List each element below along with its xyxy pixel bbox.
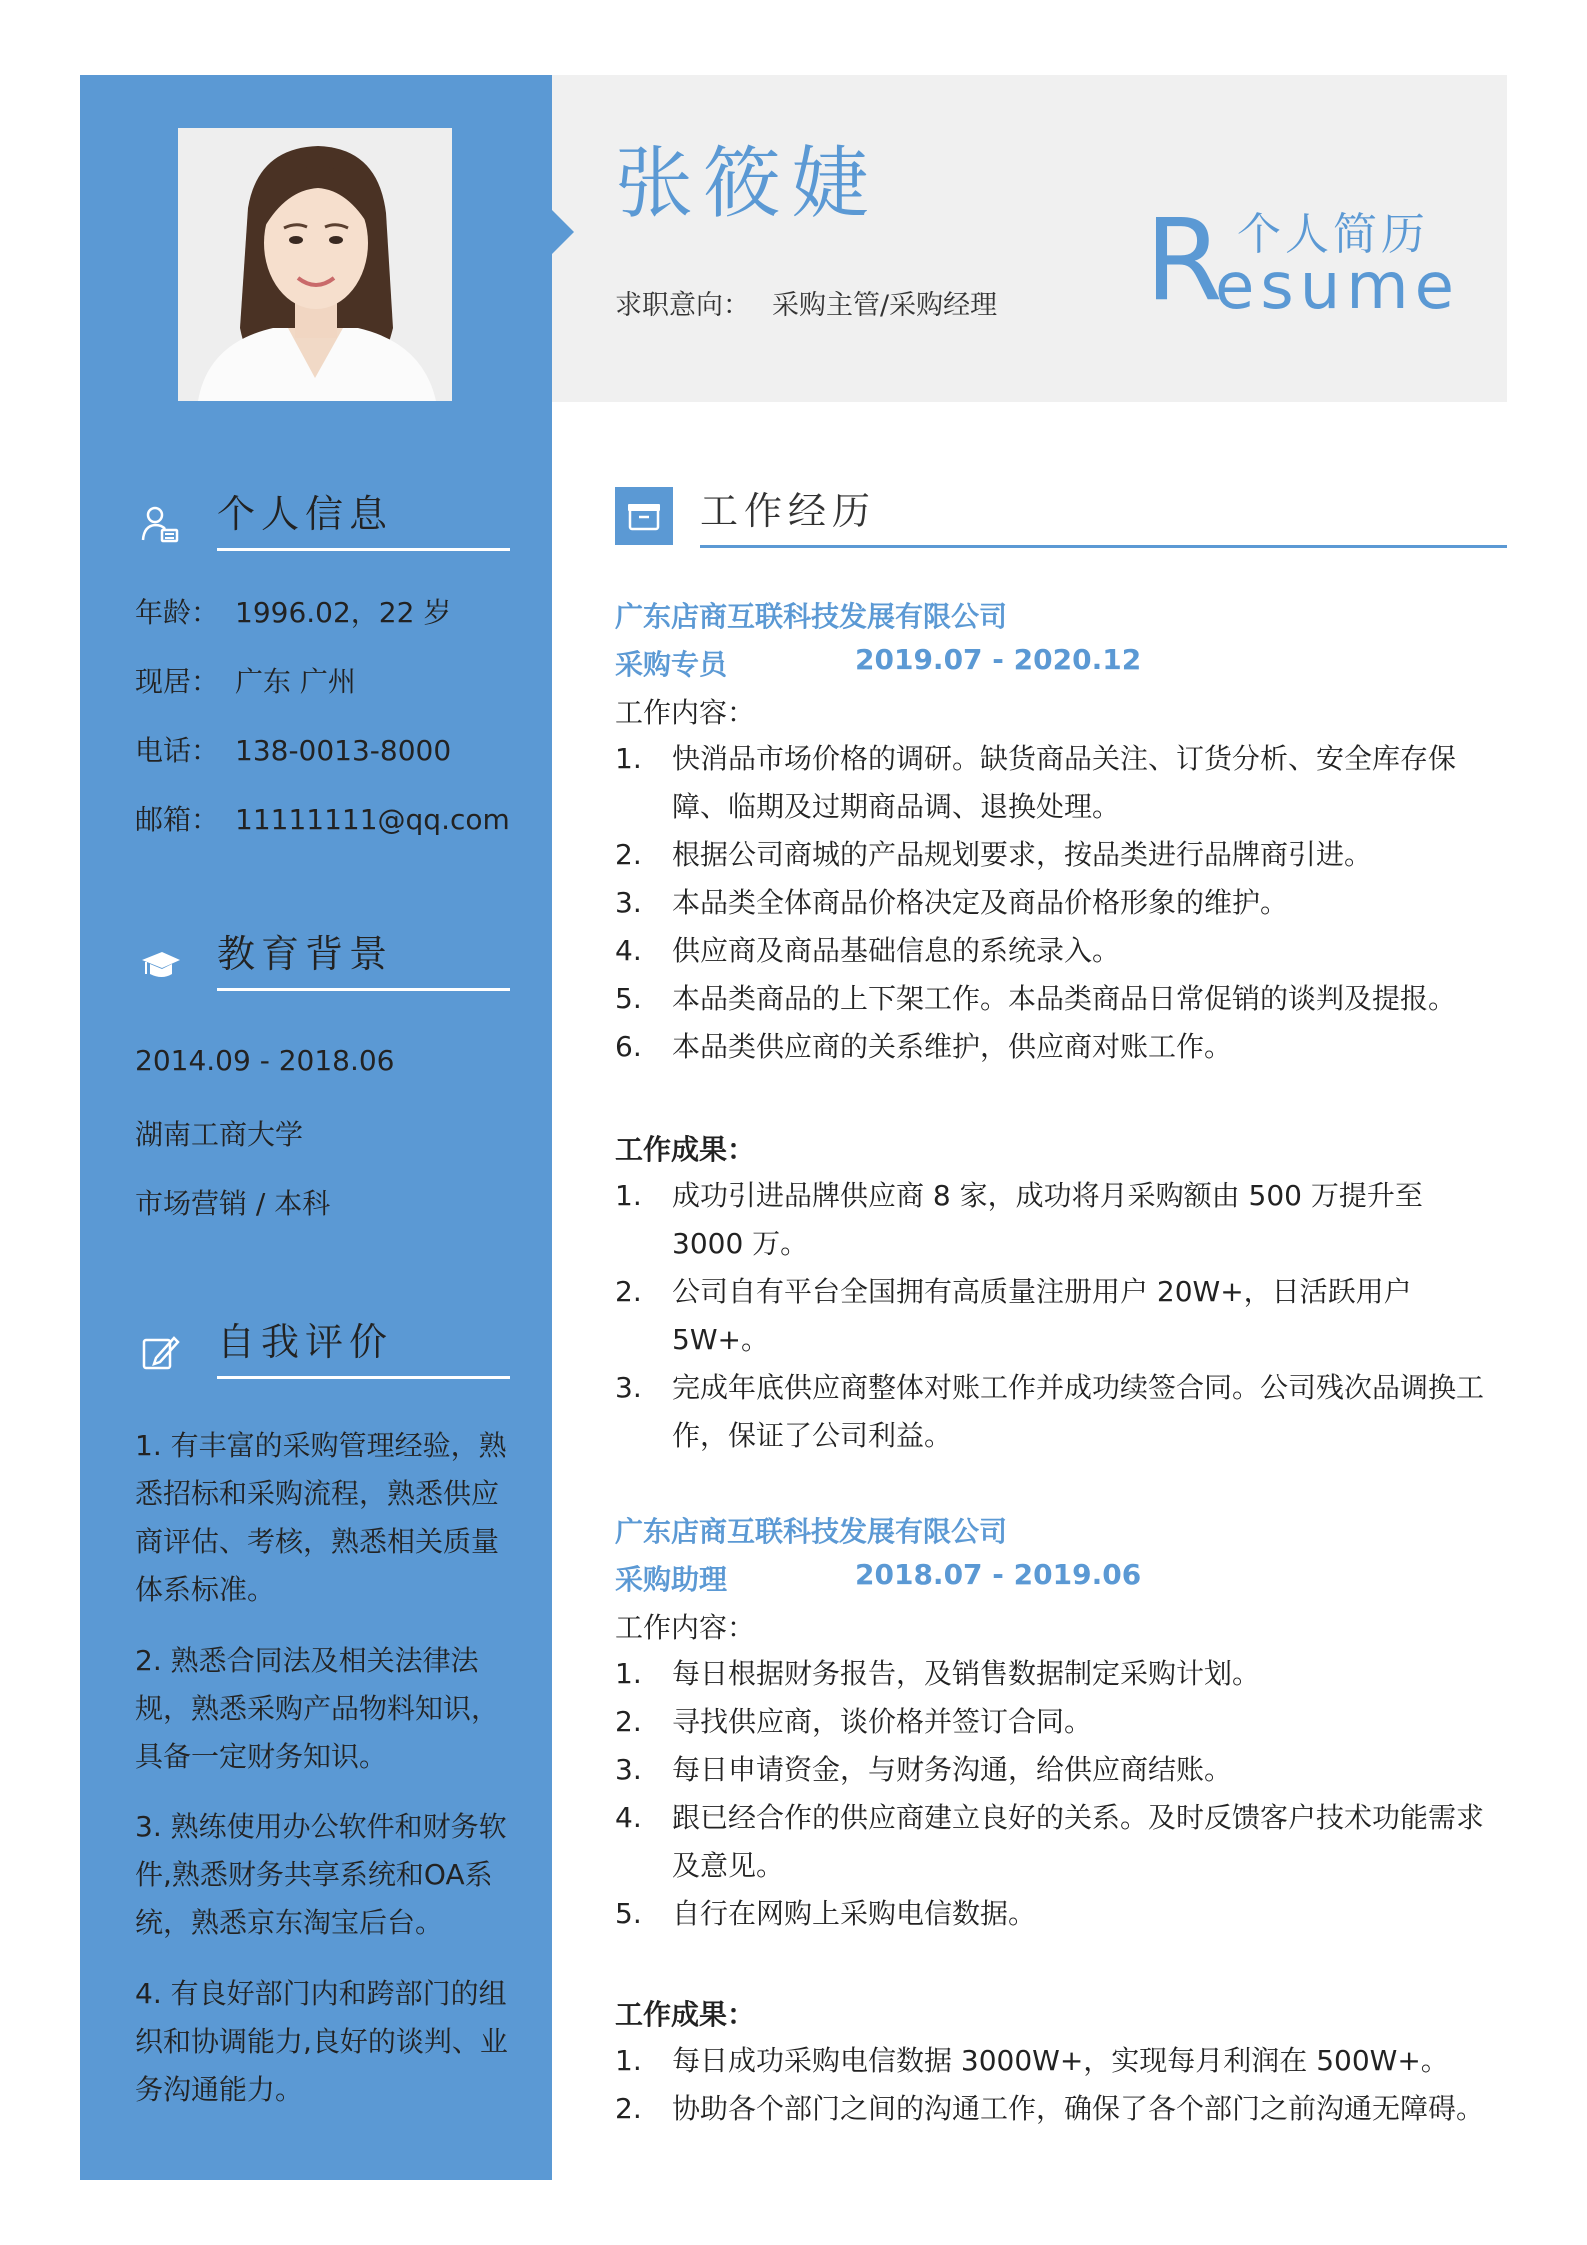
list-num: 5. xyxy=(615,982,642,1015)
job-role: 采购助理 xyxy=(615,1563,728,1596)
heading-rule xyxy=(217,548,510,551)
job-intent xyxy=(615,283,997,322)
list-num: 6. xyxy=(615,1030,642,1063)
list-num: 3. xyxy=(615,1371,642,1404)
personal-info-heading xyxy=(140,490,510,552)
list-item xyxy=(615,1172,1495,1268)
resume-logo-cn: 个人简历 xyxy=(1237,209,1429,260)
info-value: 11111111@qq.com xyxy=(235,803,510,836)
list-item xyxy=(615,735,1495,831)
list-text: 每日根据财务报告，及销售数据制定采购计划。 xyxy=(672,1657,1261,1690)
list-item xyxy=(615,1890,1495,1938)
briefcase-icon xyxy=(615,487,673,545)
list-item xyxy=(615,927,1495,975)
list-item xyxy=(615,1746,1495,1794)
resume-logo xyxy=(1145,196,1465,326)
list-num: 1. xyxy=(615,1179,642,1212)
results-label: 工作成果： xyxy=(615,1998,756,2031)
info-label: 邮箱： xyxy=(135,803,220,836)
list-text: 自行在网购上采购电信数据。 xyxy=(672,1897,1037,1930)
duties-label: 工作内容： xyxy=(615,696,756,729)
job-company: 广东店商互联科技发展有限公司 xyxy=(615,600,1008,633)
list-num: 5. xyxy=(615,1897,642,1930)
list-num: 1. xyxy=(615,2044,642,2077)
results-label: 工作成果： xyxy=(615,1133,756,1166)
self-eval-item: 1. 有丰富的采购管理经验，熟悉招标和采购流程，熟悉供应商评估、考核，熟悉相关质量体系标准。 xyxy=(135,1429,507,1606)
duties-label: 工作内容： xyxy=(615,1611,756,1644)
list-text: 每日成功采购电信数据 3000W+，实现每月利润在 500W+。 xyxy=(672,2044,1449,2077)
self-eval-item: 4. 有良好部门内和跨部门的组织和协调能力,良好的谈判、业务沟通能力。 xyxy=(135,1977,508,2106)
list-num: 4. xyxy=(615,934,642,967)
heading-rule xyxy=(217,988,510,991)
list-text: 成功引进品牌供应商 8 家，成功将月采购额由 500 万提升至 3000 万。 xyxy=(672,1179,1423,1260)
list-item xyxy=(615,2085,1495,2133)
results-list xyxy=(615,1172,1495,1460)
portrait-image xyxy=(178,128,452,401)
list-text: 根据公司商城的产品规划要求，按品类进行品牌商引进。 xyxy=(672,838,1373,871)
list-num: 2. xyxy=(615,2092,642,2125)
list-text: 公司自有平台全国拥有高质量注册用户 20W+，日活跃用户 5W+。 xyxy=(672,1275,1412,1356)
self-eval-heading xyxy=(140,1318,510,1380)
list-text: 供应商及商品基础信息的系统录入。 xyxy=(672,934,1121,967)
list-item xyxy=(615,1364,1495,1460)
list-num: 2. xyxy=(615,1275,642,1308)
list-item xyxy=(615,1268,1495,1364)
user-card-icon xyxy=(140,504,180,544)
self-eval-title: 自我评价 xyxy=(217,1320,394,1364)
info-row-phone xyxy=(135,734,451,768)
list-item xyxy=(615,1023,1495,1071)
job-role: 采购专员 xyxy=(615,648,728,681)
self-eval-item: 3. 熟练使用办公软件和财务软件,熟悉财务共享系统和OA系统，熟悉京东淘宝后台。 xyxy=(135,1810,507,1939)
work-history-title: 工作经历 xyxy=(700,489,877,533)
list-item xyxy=(615,1698,1495,1746)
results-list xyxy=(615,2037,1495,2133)
info-label: 年龄： xyxy=(135,596,220,629)
job-period: 2018.07 - 2019.06 xyxy=(855,1558,1142,1591)
list-text: 完成年底供应商整体对账工作并成功续签合同。公司残次品调换工作，保证了公司利益。 xyxy=(672,1371,1485,1452)
list-text: 本品类供应商的关系维护，供应商对账工作。 xyxy=(672,1030,1233,1063)
education-major: 市场营销 / 本科 xyxy=(135,1187,331,1220)
list-num: 3. xyxy=(615,1753,642,1786)
duties-list xyxy=(615,1650,1495,1938)
job-period: 2019.07 - 2020.12 xyxy=(855,643,1142,676)
list-text: 每日申请资金，与财务沟通，给供应商结账。 xyxy=(672,1753,1233,1786)
list-text: 本品类商品的上下架工作。本品类商品日常促销的谈判及提报。 xyxy=(672,982,1457,1015)
list-num: 4. xyxy=(615,1801,642,1834)
heading-rule xyxy=(700,545,1507,548)
list-text: 快消品市场价格的调研。缺货商品关注、订货分析、安全库存保障、临期及过期商品调、退换处理。 xyxy=(672,742,1457,823)
list-num: 1. xyxy=(615,1657,642,1690)
header-arrow xyxy=(552,210,574,254)
edit-icon xyxy=(140,1332,180,1372)
list-num: 3. xyxy=(615,886,642,919)
list-item xyxy=(615,1650,1495,1698)
list-item xyxy=(615,975,1495,1023)
job-intent-value: 采购主管/采购经理 xyxy=(772,290,998,321)
job-company: 广东店商互联科技发展有限公司 xyxy=(615,1515,1008,1548)
info-row-residence xyxy=(135,665,356,699)
resume-logo-rest: esume xyxy=(1215,250,1460,324)
info-label: 电话： xyxy=(135,734,220,767)
list-text: 协助各个部门之间的沟通工作，确保了各个部门之前沟通无障碍。 xyxy=(672,2092,1485,2125)
duties-list xyxy=(615,735,1495,1071)
profile-photo xyxy=(178,128,452,401)
education-title: 教育背景 xyxy=(217,932,394,976)
graduation-cap-icon xyxy=(140,944,180,984)
info-value: 广东 广州 xyxy=(235,665,356,698)
info-value: 1996.02，22 岁 xyxy=(235,596,452,629)
list-num: 1. xyxy=(615,742,642,775)
list-num: 2. xyxy=(615,838,642,871)
list-item xyxy=(615,2037,1495,2085)
list-text: 跟已经合作的供应商建立良好的关系。及时反馈客户技术功能需求及意见。 xyxy=(672,1801,1485,1882)
education-school: 湖南工商大学 xyxy=(135,1118,304,1151)
info-value: 138-0013-8000 xyxy=(235,734,452,767)
personal-info-title: 个人信息 xyxy=(217,492,394,536)
info-row-age xyxy=(135,596,451,630)
heading-rule xyxy=(217,1376,510,1379)
candidate-name: 张筱婕 xyxy=(615,139,880,229)
job-intent-label: 求职意向： xyxy=(615,290,750,321)
list-num: 2. xyxy=(615,1705,642,1738)
list-text: 寻找供应商，谈价格并签订合同。 xyxy=(672,1705,1093,1738)
info-row-email xyxy=(135,803,510,837)
list-item xyxy=(615,879,1495,927)
education-period: 2014.09 - 2018.06 xyxy=(135,1044,395,1077)
resume-logo-r: R xyxy=(1145,196,1223,326)
list-item xyxy=(615,831,1495,879)
self-eval-item: 2. 熟悉合同法及相关法律法规，熟悉采购产品物料知识，具备一定财务知识。 xyxy=(135,1644,500,1773)
work-history-heading xyxy=(615,487,1507,547)
list-text: 本品类全体商品价格决定及商品价格形象的维护。 xyxy=(672,886,1289,919)
info-label: 现居： xyxy=(135,665,220,698)
list-item xyxy=(615,1794,1495,1890)
education-heading xyxy=(140,930,510,992)
